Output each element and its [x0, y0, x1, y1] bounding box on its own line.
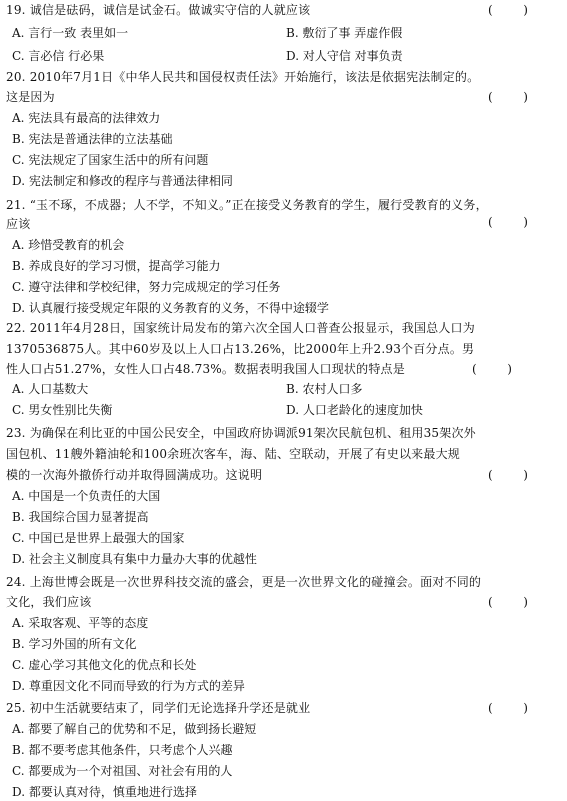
question-20-answer-blank: ( ): [488, 90, 528, 104]
question-20-stem-line-1: 20. 2010年7月1日《中华人民共和国侵权责任法》开始施行，该法是依据宪法制定的。: [6, 70, 480, 84]
question-25-answer-blank: ( ): [488, 701, 528, 715]
question-22-answer-blank: ( ): [472, 362, 512, 376]
question-25-option-d: D. 都要认真对待，慎重地进行选择: [12, 785, 197, 799]
question-24-option-b: B. 学习外国的所有文化: [12, 637, 137, 651]
question-24-stem-line-2: 文化，我们应该: [6, 595, 92, 609]
question-24-stem-line-1: 24. 上海世博会既是一次世界科技交流的盛会，更是一次世界文化的碰撞会。面对不同的: [6, 575, 482, 589]
question-24-option-a: A. 采取客观、平等的态度: [12, 616, 149, 630]
question-22-option-a: A. 人口基数大: [12, 382, 89, 396]
question-20-option-c: C. 宪法规定了国家生活中的所有问题: [12, 153, 209, 167]
question-22-option-d: D. 人口老龄化的速度加快: [286, 403, 423, 417]
question-19-stem: 19. 诚信是砝码，诚信是试金石。做诚实守信的人就应该: [6, 3, 311, 17]
question-22-stem-line-1: 22. 2011年4月28日，国家统计局发布的第六次全国人口普查公报显示，我国总人口为: [6, 321, 475, 335]
question-23-answer-blank: ( ): [488, 468, 528, 482]
question-25-option-c: C. 都要成为一个对祖国、对社会有用的人: [12, 764, 233, 778]
question-21-stem-line-2: 应该: [6, 217, 31, 231]
question-19-option-d: D. 对人守信 对事负责: [286, 49, 403, 63]
question-19-answer-blank: ( ): [488, 3, 528, 17]
question-19-option-c: C. 言必信 行必果: [12, 49, 105, 63]
question-23-stem-line-3: 模的一次海外撤侨行动并取得圆满成功。这说明: [6, 468, 263, 482]
question-20-option-b: B. 宪法是普通法律的立法基础: [12, 132, 173, 146]
question-19-option-a: A. 言行一致 表里如一: [12, 26, 129, 40]
question-21-option-c: C. 遵守法律和学校纪律，努力完成规定的学习任务: [12, 280, 281, 294]
question-23-stem-line-1: 23. 为确保在利比亚的中国公民安全，中国政府协调派91架次民航包机、租用35架次外: [6, 426, 476, 440]
question-21-answer-blank: ( ): [488, 215, 528, 229]
question-21-option-b: B. 养成良好的学习习惯，提高学习能力: [12, 259, 221, 273]
question-23-option-c: C. 中国已是世界上最强大的国家: [12, 531, 185, 545]
question-25-option-a: A. 都要了解自己的优势和不足，做到扬长避短: [12, 722, 257, 736]
question-20-stem-line-2: 这是因为: [6, 90, 55, 104]
question-22-option-c: C. 男女性别比失衡: [12, 403, 113, 417]
question-23-option-b: B. 我国综合国力显著提高: [12, 510, 149, 524]
question-25-option-b: B. 都不要考虑其他条件，只考虑个人兴趣: [12, 743, 233, 757]
question-19-option-b: B. 敷衍了事 弄虚作假: [286, 26, 403, 40]
question-22-option-b: B. 农村人口多: [286, 382, 363, 396]
question-25-stem: 25. 初中生活就要结束了，同学们无论选择升学还是就业: [6, 701, 311, 715]
question-24-option-d: D. 尊重因文化不同而导致的行为方式的差异: [12, 679, 245, 693]
question-24-option-c: C. 虚心学习其他文化的优点和长处: [12, 658, 197, 672]
question-22-stem-line-2: 1370536875人。其中60岁及以上人口占13.26%，比2000年上升2.93个百分点。男: [6, 342, 475, 356]
question-21-stem-line-1: 21. “玉不琢，不成器；人不学，不知义。”正在接受义务教育的学生，履行受教育的义务，: [6, 198, 488, 212]
question-20-option-d: D. 宪法制定和修改的程序与普通法律相同: [12, 174, 233, 188]
question-22-stem-line-3: 性人口占51.27%，女性人口占48.73%。数据表明我国人口现状的特点是: [6, 362, 405, 376]
question-23-stem-line-2: 国包机、11艘外籍油轮和100余班次客车，海、陆、空联动，开展了有史以来最大规: [6, 447, 460, 461]
question-21-option-a: A. 珍惜受教育的机会: [12, 238, 125, 252]
question-21-option-d: D. 认真履行接受规定年限的义务教育的义务，不得中途辍学: [12, 301, 329, 315]
question-23-option-a: A. 中国是一个负责任的大国: [12, 489, 161, 503]
question-23-option-d: D. 社会主义制度具有集中力量办大事的优越性: [12, 552, 257, 566]
question-24-answer-blank: ( ): [488, 595, 528, 609]
question-20-option-a: A. 宪法具有最高的法律效力: [12, 111, 161, 125]
